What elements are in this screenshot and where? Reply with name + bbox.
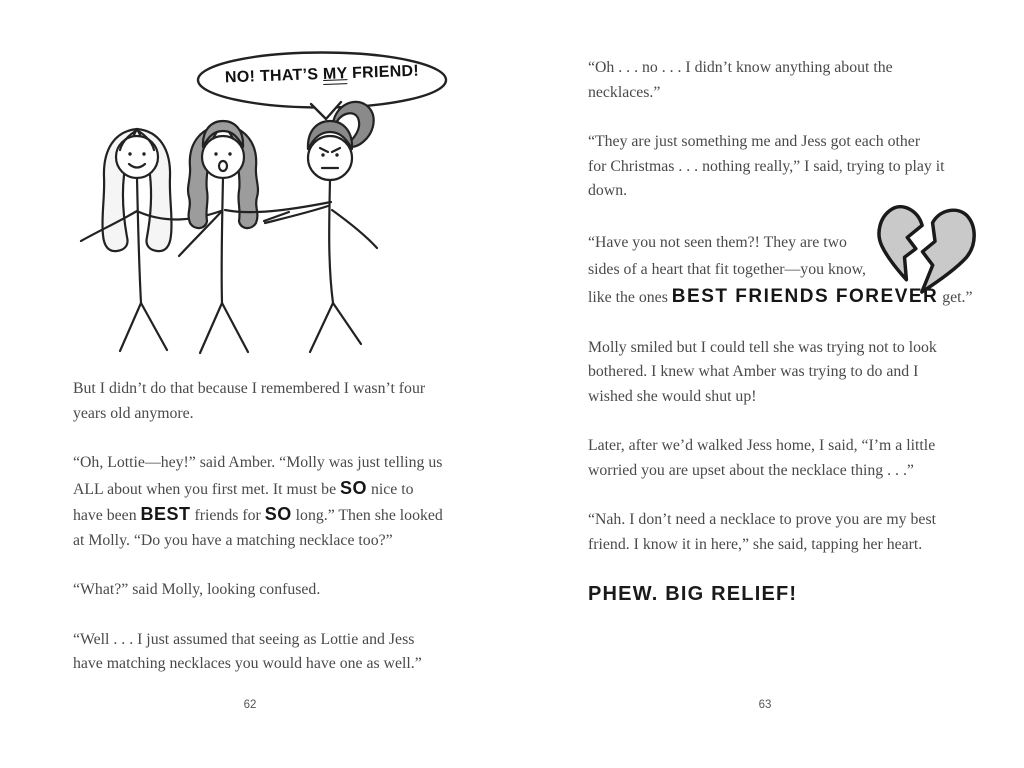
text-line: sides of a heart that fit together—you know, (588, 260, 866, 278)
paragraph (73, 451, 443, 553)
text-line: necklaces.” (588, 83, 661, 101)
text-line: like the ones (588, 288, 672, 306)
hand-words-best-friends-forever: BEST FRIENDS FOREVER (671, 285, 939, 307)
text-line: “What?” said Molly, looking confused. (73, 581, 321, 598)
text-line: “Well . . . I just assumed that seeing as Lottie and Jess (73, 630, 415, 648)
text-line: “Nah. I don’t need a necklace to prove you are my best (588, 511, 936, 528)
paragraph (588, 336, 942, 410)
text-line: down. (588, 182, 628, 199)
bubble-text-my: MY (322, 65, 348, 83)
broken-heart-icon (867, 195, 983, 301)
paragraph (73, 628, 427, 677)
page-number-right: 63 (758, 699, 772, 711)
text-line: worried you are upset about the necklace thing . . .” (588, 461, 914, 479)
hand-word-best: BEST (140, 504, 191, 524)
paragraph (588, 130, 945, 204)
left-page-text (73, 377, 443, 702)
hand-word-so: SO (340, 477, 368, 498)
paragraph (588, 508, 942, 557)
paragraph (588, 434, 942, 483)
text-line: years old anymore. (73, 404, 194, 422)
text-line: ALL about when you first met. It must be (73, 480, 341, 498)
text-line: “Oh . . . no . . . I didn’t know anything about the (588, 59, 893, 76)
bubble-text-pre: NO! THAT’S (224, 65, 324, 87)
text-line: bothered. I knew what Amber was trying to do and I (588, 363, 919, 380)
text-line: get.” (938, 288, 973, 306)
paragraph (73, 377, 427, 426)
text-line: “Oh, Lottie—hey!” said Amber. “Molly was just telling us (73, 454, 443, 471)
stick-figures-illustration (75, 45, 455, 365)
text-line: “They are just something me and Jess got each other (588, 133, 921, 150)
text-line: have matching necklaces you would have one as well.” (73, 655, 422, 672)
paragraph (588, 56, 942, 105)
text-line: friends for (190, 507, 265, 524)
right-page-text (588, 56, 973, 632)
text-line: “Have you not seen them?! They are two (588, 233, 847, 251)
text-line: friend. I know it in here,” she said, tapping her heart. (588, 535, 923, 553)
page-number-left: 62 (243, 699, 257, 711)
text-line: nice to (367, 480, 414, 498)
hand-word-so: SO (264, 504, 292, 524)
text-line: have been (73, 507, 141, 524)
girl-ponytail-angry (264, 102, 377, 352)
text-line: at Molly. “Do you have a matching necklace too?” (73, 531, 393, 549)
text-line: wished she would shut up! (588, 387, 757, 405)
phew-big-relief-text: PHEW. BIG RELIEF! (588, 583, 798, 605)
text-line: for Christmas . . . nothing really,” I said, trying to play it (588, 157, 945, 175)
three-girls-drawing (75, 45, 455, 365)
text-line: Later, after we’d walked Jess home, I said, “I’m a little (588, 437, 936, 454)
text-line: But I didn’t do that because I remembered I wasn’t four (73, 380, 426, 397)
text-line: long.” Then she looked (291, 507, 443, 524)
text-line: Molly smiled but I could tell she was trying not to look (588, 338, 937, 356)
bubble-text-post: FRIEND! (347, 62, 420, 83)
paragraph (73, 578, 427, 603)
